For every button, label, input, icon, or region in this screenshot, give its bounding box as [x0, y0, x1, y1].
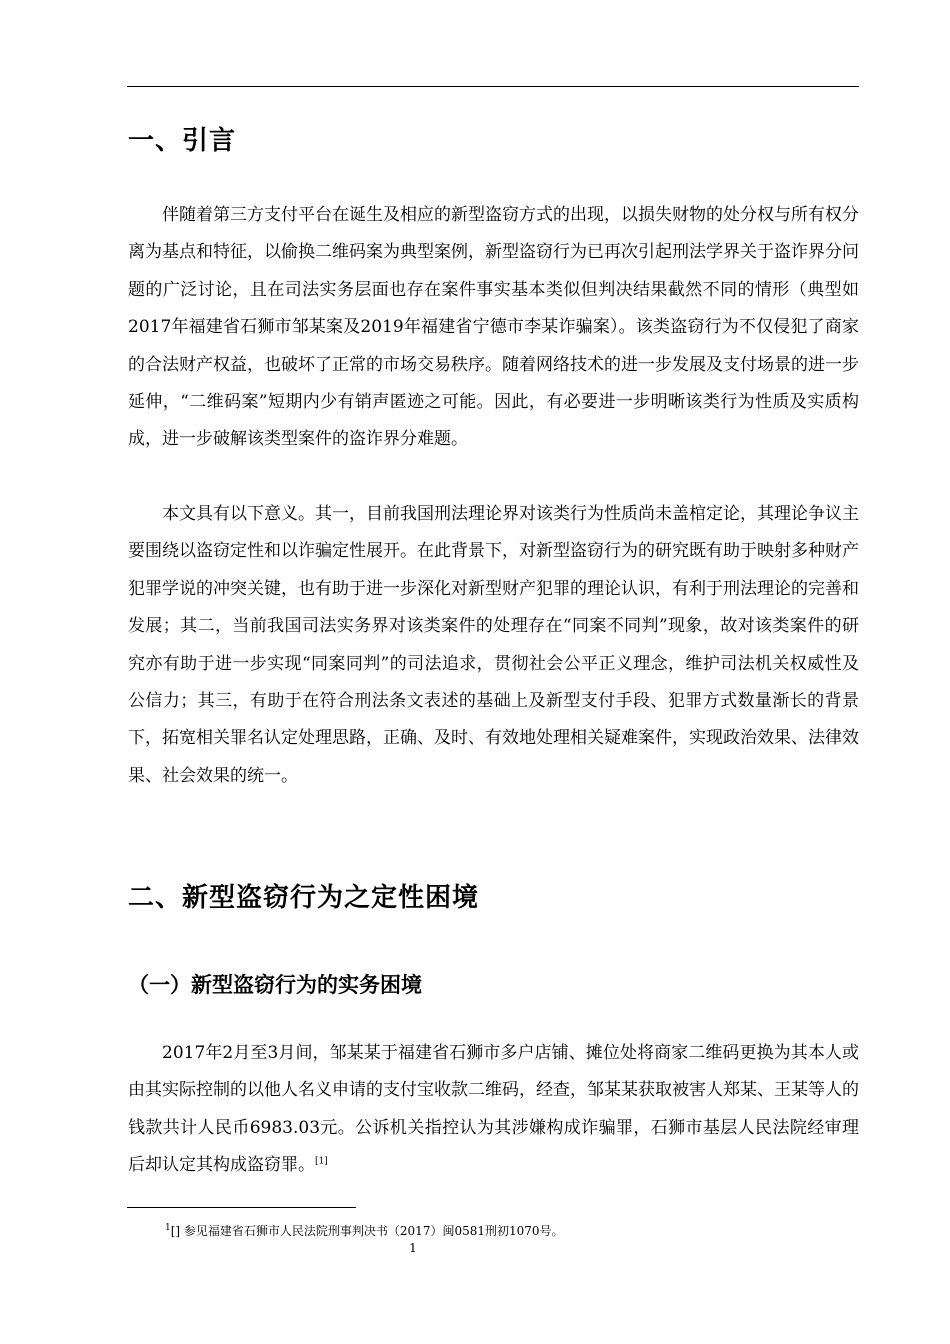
- footnote-mark: 1: [165, 1223, 171, 1233]
- body-paragraph: 本文具有以下意义。其一，目前我国刑法理论界对该类行为性质尚未盖棺定论，其理论争议主要围绕以盗窃定性和以诈骗定性展开。在此背景下，对新型盗窃行为的研究既有助于映射多种财产犯罪学说的冲突关键，也有助于进一步深化对新型财产犯罪的理论认识，有利于刑法理论的完善和发展；其二，当前我国司法实务界对该类案件的处理存在“同案不同判”现象，故对该类案件的研究亦有助于进一步实现“同案同判”的司法追求，贯彻社会公平正义理念，维护司法机关权威性及公信力；其三，有助于在符合刑法条文表述的基础上及新型支付手段、犯罪方式数量渐长的背景下，拓宽相关罪名认定处理思路，正确、及时、有效地处理相关疑难案件，实现政治效果、法律效果、社会效果的统一。: [128, 504, 859, 786]
- page-number: 1: [409, 1241, 417, 1255]
- footnote: [165, 1219, 564, 1240]
- section-heading-dilemma: 二、新型盗窃行为之定性困境: [128, 883, 480, 913]
- body-paragraph: 伴随着第三方支付平台在诞生及相应的新型盗窃方式的出现，以损失财物的处分权与所有权分离为基点和特征，以偷换二维码案为典型案例，新型盗窃行为已再次引起刑法学界关于盗诈界分问题的广泛讨论，且在司法实务层面也存在案件事实基本类似但判决结果截然不同的情形（典型如2017年福建省石狮市邹某案及2019年福建省宁德市李某诈骗案）。该类盗窃行为不仅侵犯了商家的合法财产权益，也破坏了正常的市场交易秩序。随着网络技术的进一步发展及支付场景的进一步延伸，“二维码案”短期内少有销声匿迹之可能。因此，有必要进一步明晰该类行为性质及实质构成，进一步破解该类型案件的盗诈界分难题。: [128, 205, 859, 450]
- footnote-text: [] 参见福建省石狮市人民法院刑事判决书（2017）闽0581刑初1070号。: [170, 1224, 564, 1238]
- body-paragraph-text: 2017年2月至3月间，邹某某于福建省石狮市多户店铺、摊位处将商家二维码更换为其本人或由其实际控制的以他人名义申请的支付宝收款二维码，经查，邹某某获取被害人郑某、王某等人的钱款共计人民币6983.03元。公诉机关指控认为其涉嫌构成诈骗罪，石狮市基层人民法院经审理后却认定其构成盗窃罪。: [128, 1043, 859, 1176]
- body-paragraph: [128, 1035, 859, 1185]
- footnote-reference[interactable]: [1]: [315, 1156, 328, 1167]
- section-heading-introduction: 一、引言: [128, 126, 237, 156]
- footnote-separator: [127, 1207, 356, 1208]
- header-rule: [127, 86, 859, 87]
- subsection-heading: （一）新型盗窃行为的实务困境: [128, 973, 422, 997]
